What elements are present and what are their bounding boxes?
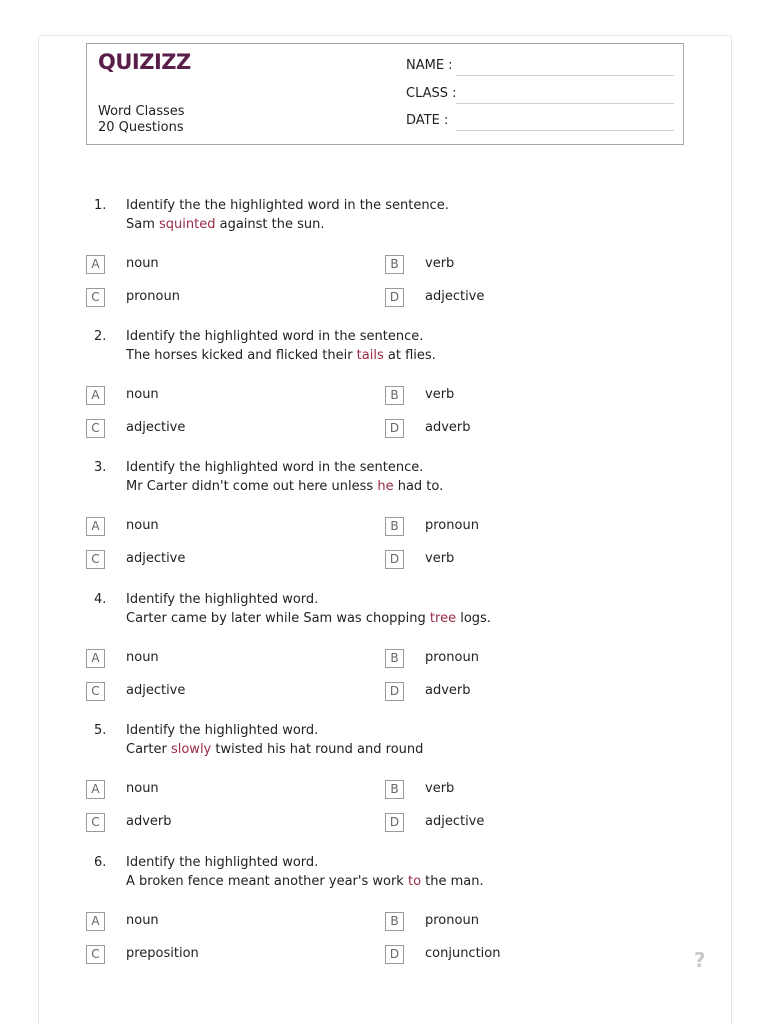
question-number: 3.	[94, 460, 107, 475]
option-text-d[interactable]: adverb	[425, 420, 471, 435]
option-letter-a[interactable]: A	[86, 517, 105, 536]
option-letter-b[interactable]: B	[385, 649, 404, 668]
question-prompt: Identify the highlighted word in the sentence.	[126, 329, 424, 344]
sentence-text-after: logs.	[456, 611, 491, 626]
sentence-text-before: Carter came by later while Sam was chopping	[126, 611, 430, 626]
option-text-b[interactable]: pronoun	[425, 518, 479, 533]
option-text-d[interactable]: adjective	[425, 289, 485, 304]
option-letter-d[interactable]: D	[385, 550, 404, 569]
option-text-a[interactable]: noun	[126, 387, 159, 402]
option-text-a[interactable]: noun	[126, 913, 159, 928]
option-text-b[interactable]: verb	[425, 781, 455, 796]
question-sentence	[126, 742, 423, 757]
highlighted-word: he	[377, 479, 394, 494]
class-label: CLASS :	[406, 86, 457, 101]
sentence-text-before: Mr Carter didn't come out here unless	[126, 479, 378, 494]
worksheet-title: Word Classes	[98, 104, 185, 119]
question-number: 1.	[94, 198, 107, 213]
option-text-a[interactable]: noun	[126, 781, 159, 796]
option-letter-d[interactable]: D	[385, 682, 404, 701]
class-line	[456, 103, 674, 104]
question-sentence	[126, 348, 436, 363]
option-letter-c[interactable]: C	[86, 288, 105, 307]
sentence-text-after: twisted his hat round and round	[211, 742, 424, 757]
option-letter-a[interactable]: A	[86, 912, 105, 931]
option-text-c[interactable]: adjective	[126, 551, 186, 566]
sentence-text-after: had to.	[393, 479, 444, 494]
option-letter-c[interactable]: C	[86, 682, 105, 701]
option-letter-d[interactable]: D	[385, 288, 404, 307]
option-letter-d[interactable]: D	[385, 813, 404, 832]
option-text-c[interactable]: pronoun	[126, 289, 180, 304]
option-letter-a[interactable]: A	[86, 649, 105, 668]
help-icon[interactable]: ?	[694, 948, 706, 972]
option-letter-b[interactable]: B	[385, 386, 404, 405]
option-letter-b[interactable]: B	[385, 780, 404, 799]
highlighted-word: squinted	[159, 217, 216, 232]
option-text-d[interactable]: verb	[425, 551, 455, 566]
option-letter-a[interactable]: A	[86, 386, 105, 405]
sentence-text-after: the man.	[421, 874, 484, 889]
option-letter-a[interactable]: A	[86, 780, 105, 799]
sentence-text-before: Sam	[126, 217, 160, 232]
highlighted-word: tree	[429, 611, 457, 626]
option-text-d[interactable]: adverb	[425, 683, 471, 698]
name-label: NAME :	[406, 58, 453, 73]
option-text-a[interactable]: noun	[126, 256, 159, 271]
option-letter-c[interactable]: C	[86, 419, 105, 438]
option-letter-d[interactable]: D	[385, 945, 404, 964]
sentence-text-before: Carter	[126, 742, 171, 757]
option-letter-b[interactable]: B	[385, 517, 404, 536]
option-letter-c[interactable]: C	[86, 550, 105, 569]
option-text-b[interactable]: pronoun	[425, 913, 479, 928]
option-text-c[interactable]: adjective	[126, 420, 186, 435]
date-line	[456, 130, 674, 131]
question-sentence	[126, 611, 491, 626]
question-count: 20 Questions	[98, 120, 184, 135]
sentence-text-before: The horses kicked and flicked their	[126, 348, 357, 363]
option-letter-d[interactable]: D	[385, 419, 404, 438]
question-number: 6.	[94, 855, 107, 870]
name-line	[456, 75, 674, 76]
option-text-b[interactable]: pronoun	[425, 650, 479, 665]
option-letter-b[interactable]: B	[385, 912, 404, 931]
sentence-text-after: against the sun.	[215, 217, 325, 232]
option-text-a[interactable]: noun	[126, 650, 159, 665]
question-number: 2.	[94, 329, 107, 344]
option-text-c[interactable]: preposition	[126, 946, 199, 961]
sentence-text-before: A broken fence meant another year's work	[126, 874, 408, 889]
option-text-a[interactable]: noun	[126, 518, 159, 533]
option-text-d[interactable]: adjective	[425, 814, 485, 829]
question-sentence	[126, 217, 325, 232]
question-prompt: Identify the highlighted word in the sentence.	[126, 460, 424, 475]
highlighted-word: to	[407, 874, 422, 889]
question-sentence	[126, 874, 484, 889]
question-number: 5.	[94, 723, 107, 738]
option-letter-b[interactable]: B	[385, 255, 404, 274]
highlighted-word: slowly	[170, 742, 212, 757]
option-text-d[interactable]: conjunction	[425, 946, 501, 961]
question-sentence	[126, 479, 443, 494]
highlighted-word: tails	[356, 348, 384, 363]
option-text-b[interactable]: verb	[425, 256, 455, 271]
sentence-text-after: at flies.	[383, 348, 436, 363]
question-prompt: Identify the highlighted word.	[126, 592, 319, 607]
date-label: DATE :	[406, 113, 449, 128]
option-letter-a[interactable]: A	[86, 255, 105, 274]
worksheet-header	[86, 43, 684, 145]
option-text-c[interactable]: adjective	[126, 683, 186, 698]
question-prompt: Identify the highlighted word.	[126, 723, 319, 738]
question-number: 4.	[94, 592, 107, 607]
question-prompt: Identify the highlighted word.	[126, 855, 319, 870]
option-letter-c[interactable]: C	[86, 945, 105, 964]
question-prompt: Identify the the highlighted word in the sentence.	[126, 198, 449, 213]
option-letter-c[interactable]: C	[86, 813, 105, 832]
option-text-b[interactable]: verb	[425, 387, 455, 402]
option-text-c[interactable]: adverb	[126, 814, 172, 829]
quizizz-logo: QUIZIZZ	[98, 50, 191, 74]
